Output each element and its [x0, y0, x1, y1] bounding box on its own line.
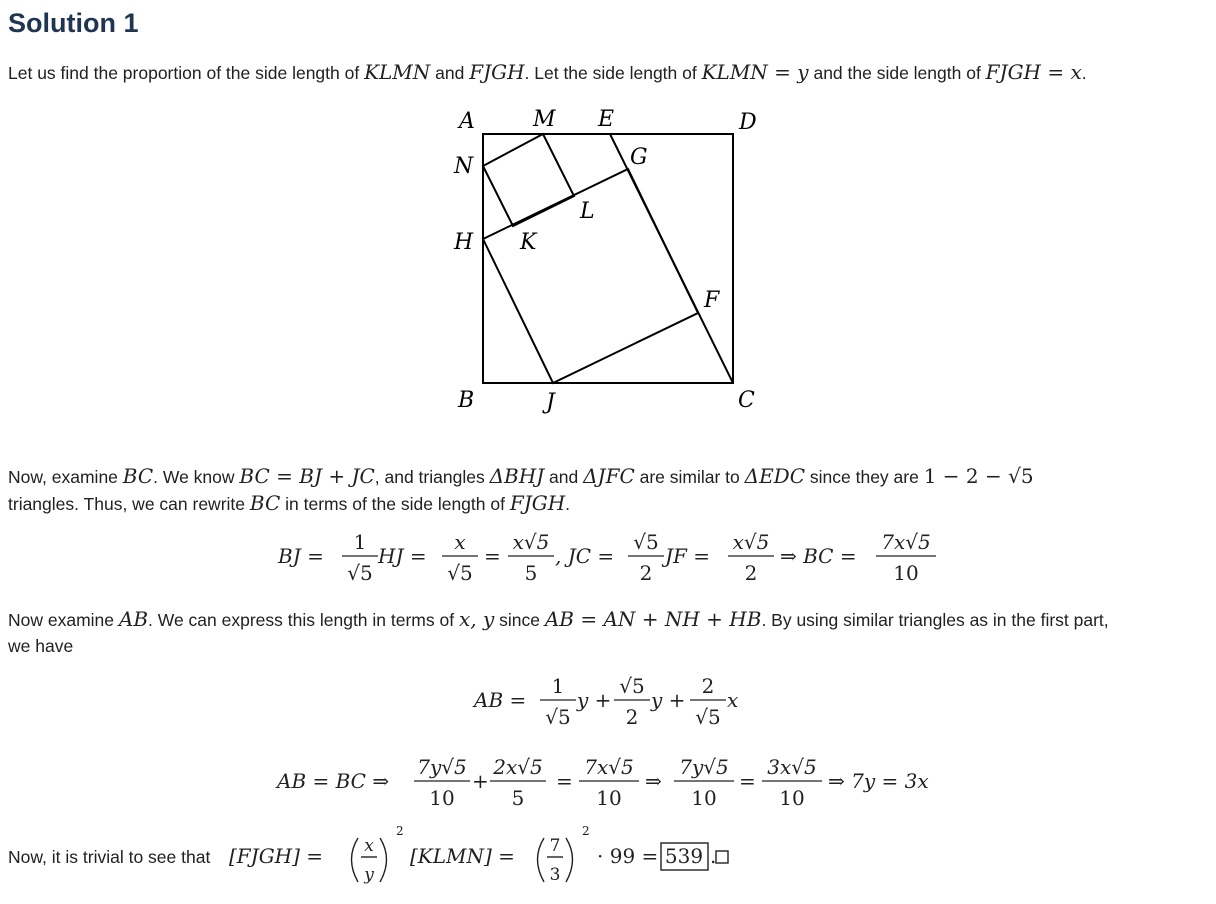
- final-answer: 539: [664, 844, 704, 868]
- final-mul: · 99 =: [597, 844, 659, 868]
- final-frac-y: y: [364, 865, 374, 885]
- final-text: Now, it is trivial to see that: [8, 847, 211, 867]
- p3-math-xy: x, y: [458, 607, 495, 631]
- p2-text-7: triangles. Thus, we can rewrite: [8, 494, 250, 514]
- p2-text-5: are similar to: [634, 467, 745, 487]
- eq3-implies: ⇒: [645, 769, 662, 793]
- p3-text-4: . By using similar triangles as in the first part,: [761, 610, 1109, 630]
- p3-text-1: Now examine: [8, 610, 119, 630]
- p2-math-tri-bhj: ΔBHJ: [489, 464, 545, 488]
- eq3-f5-den: 10: [779, 786, 805, 810]
- intro-text-4: and the side length of: [808, 63, 986, 83]
- p2-math-bc: BC: [122, 464, 154, 488]
- p2-text-8: in terms of the side length of: [280, 494, 510, 514]
- final-frac-3: 3: [549, 865, 561, 885]
- eq3-f1-den: 10: [429, 786, 455, 810]
- eq2-f3-num: 2: [701, 674, 715, 698]
- intro-text-2: and: [430, 63, 470, 83]
- eq3-plus: +: [472, 769, 489, 793]
- eq1-f3-num: x√5: [512, 530, 550, 554]
- eq1-f6-num: 7x√5: [881, 530, 931, 554]
- intro-math-klmn: KLMN: [364, 60, 431, 84]
- eq2-f1-num: 1: [551, 674, 565, 698]
- label-j: J: [546, 390, 555, 415]
- eq2-f2-num: √5: [619, 674, 645, 698]
- label-g: G: [630, 145, 648, 170]
- final-mid: [KLMN] =: [410, 844, 515, 868]
- eq1-f2-den: √5: [447, 561, 473, 585]
- final-frac-x: x: [364, 836, 374, 856]
- final-exp-2: 2: [582, 824, 590, 838]
- eq1-f4-num: √5: [633, 530, 659, 554]
- eq2-ab: AB =: [474, 688, 527, 712]
- intro-math-klmn-y: KLMN = y: [701, 60, 809, 84]
- p3-text-3: since: [494, 610, 545, 630]
- intro-math-fjgh: FJGH: [469, 60, 525, 84]
- eq1-bj: BJ =: [278, 544, 324, 568]
- p2-text-2: . We know: [153, 467, 240, 487]
- p2-math-bc-sum: BC = BJ + JC: [239, 464, 375, 488]
- label-e: E: [598, 107, 615, 132]
- p2-text-1: Now, examine: [8, 467, 123, 487]
- eq3-f4-den: 10: [691, 786, 717, 810]
- label-h: H: [454, 230, 474, 255]
- label-d: D: [739, 110, 757, 135]
- eq1-f5-den: 2: [744, 561, 758, 585]
- eq3-f1-num: 7y√5: [417, 755, 467, 779]
- eq1-f1-den: √5: [347, 561, 373, 585]
- p3-math-ab: AB: [118, 607, 149, 631]
- eq3-lhs: AB = BC ⇒: [277, 769, 390, 793]
- p2-math-fjgh: FJGH: [509, 491, 566, 515]
- p2-math-bc-2: BC: [249, 491, 281, 515]
- p3-text-5: we have: [8, 636, 74, 656]
- intro-text-3: . Let the side length of: [524, 63, 702, 83]
- label-b: B: [458, 388, 475, 413]
- final-frac-7: 7: [549, 836, 561, 856]
- p2-math-tri-edc: ΔEDC: [744, 464, 806, 488]
- p2-text-4: and: [544, 467, 584, 487]
- eq1-jf: JF =: [665, 544, 711, 568]
- final-lhs: [FJGH] =: [229, 844, 324, 868]
- eq3-f2-den: 5: [511, 786, 525, 810]
- label-l: L: [580, 199, 595, 224]
- eq3-result: ⇒ 7y = 3x: [828, 769, 929, 793]
- label-a: A: [459, 109, 475, 134]
- intro-text-1: Let us find the proportion of the side length of: [8, 63, 365, 83]
- eq1-bc: ⇒ BC =: [780, 544, 857, 568]
- eq3-f2-num: 2x√5: [493, 755, 543, 779]
- eq3-f5-num: 3x√5: [767, 755, 817, 779]
- p2-text-6: since they are: [805, 467, 924, 487]
- eq1-f3-den: 5: [524, 561, 538, 585]
- label-k: K: [520, 230, 537, 255]
- eq1-equals: =: [484, 544, 501, 568]
- p2-math-tri-jfc: ΔJFC: [583, 464, 635, 488]
- eq2-y1: y +: [577, 688, 612, 712]
- p3-math-ab-sum: AB = AN + NH + HB: [544, 607, 762, 631]
- label-m: M: [533, 107, 556, 132]
- eq1-f6-den: 10: [893, 561, 919, 585]
- intro-math-fjgh-x: FJGH = x: [985, 60, 1082, 84]
- eq1-hj: HJ =: [378, 544, 427, 568]
- intro-text-5: .: [1081, 63, 1087, 83]
- eq1-jc: , JC =: [555, 544, 615, 568]
- label-f: F: [704, 288, 720, 313]
- final-paren-left-1: [352, 838, 359, 882]
- eq1-f2-num: x: [454, 530, 466, 554]
- eq3-equals: =: [556, 769, 573, 793]
- p2-text-9: .: [565, 494, 571, 514]
- label-n: N: [454, 154, 474, 179]
- p2-math-ratio: 1 − 2 − √5: [923, 464, 1034, 488]
- eq2-f3-den: √5: [695, 705, 721, 729]
- eq3-f3-den: 10: [596, 786, 622, 810]
- final-exp-1: 2: [396, 824, 404, 838]
- eq1-f5-num: x√5: [732, 530, 770, 554]
- final-paren-right-2: [566, 838, 573, 882]
- eq1-f4-den: 2: [639, 561, 653, 585]
- eq3-f4-num: 7y√5: [679, 755, 729, 779]
- label-c: C: [738, 388, 755, 413]
- eq3-f3-num: 7x√5: [584, 755, 634, 779]
- solution-heading: Solution 1: [8, 8, 139, 38]
- eq3-equals-2: =: [739, 769, 756, 793]
- eq2-f2-den: 2: [625, 705, 639, 729]
- qed-square-icon: [716, 851, 728, 863]
- final-period: .: [710, 844, 717, 868]
- p3-text-2: . We can express this length in terms of: [148, 610, 459, 630]
- final-paren-left-2: [538, 838, 545, 882]
- eq2-x: x: [727, 688, 739, 712]
- eq1-f1-num: 1: [353, 530, 367, 554]
- final-paren-right-1: [380, 838, 387, 882]
- eq2-f1-den: √5: [545, 705, 571, 729]
- p2-text-3: , and triangles: [374, 467, 490, 487]
- eq2-y2: y +: [651, 688, 686, 712]
